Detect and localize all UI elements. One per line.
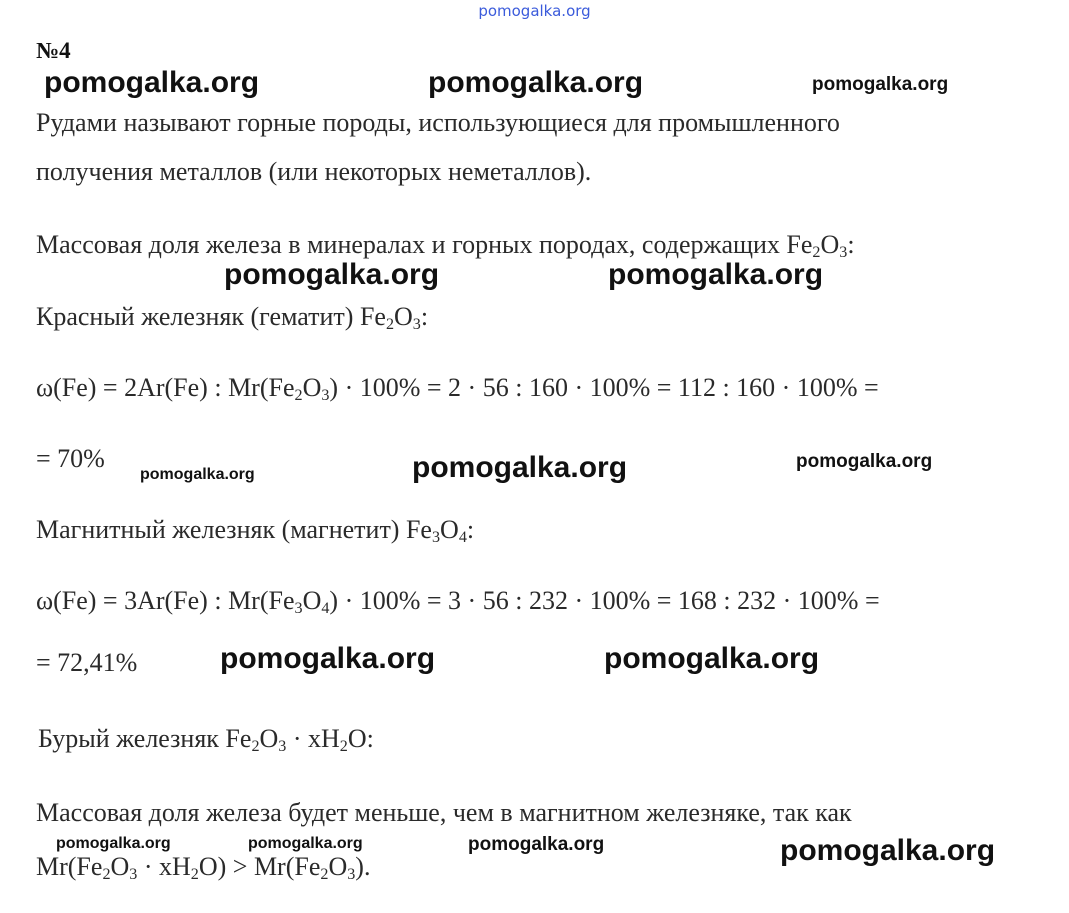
watermark: pomogalka.org	[428, 66, 644, 99]
formula-line: $Mr(Fe_2O_3 \cdot xH_2O) > Mr(Fe_2O_3)$.	[36, 852, 371, 884]
paragraph-line: Массовая доля железа в минералах и горных породах, содержащих $Fe_2O_3$:	[36, 230, 855, 262]
watermark: pomogalka.org	[780, 834, 996, 867]
mineral-heading: Бурый железняк $Fe_2O_3 \cdot xH_2O$:	[38, 724, 374, 756]
watermark: pomogalka.org	[220, 642, 436, 675]
watermark: pomogalka.org	[140, 466, 255, 483]
result-line: = 72,41%	[36, 648, 138, 677]
watermark: pomogalka.org	[796, 451, 933, 472]
paragraph-line: получения металлов (или некоторых неметаллов).	[36, 157, 592, 186]
mineral-heading: Магнитный железняк (магнетит) $Fe_3O_4$:	[36, 515, 475, 547]
result-line: = 70%	[36, 444, 105, 473]
watermark: pomogalka.org	[468, 834, 605, 855]
watermark: pomogalka.org	[224, 258, 440, 291]
formula-line: ω(Fe) = 2Ar(Fe) : $Mr(Fe_2O_3) \cdot 100\% = 2 \cdot 56$ : 160 · 100% = 112 : 160 · 100% =	[36, 373, 879, 405]
watermark: pomogalka.org	[608, 258, 824, 291]
watermark: pomogalka.org	[248, 835, 363, 852]
task-number: №4	[36, 38, 71, 63]
watermark: pomogalka.org	[44, 66, 260, 99]
paragraph-line: Рудами называют горные породы, использующиеся для промышленного	[36, 108, 840, 137]
watermark: pomogalka.org	[604, 642, 820, 675]
watermark: pomogalka.org	[56, 835, 171, 852]
watermark: pomogalka.org	[812, 74, 949, 95]
top-watermark: pomogalka.org	[478, 2, 591, 20]
mineral-heading: Красный железняк (гематит) $Fe_2O_3$:	[36, 302, 429, 334]
paragraph-line: Массовая доля железа будет меньше, чем в магнитном железняке, так как	[36, 798, 852, 827]
formula-line: ω(Fe) = 3Ar(Fe) : $Mr(Fe_3O_4) \cdot 100\% = 3 \cdot 56$ : 232 · 100% = 168 : 232 · 100% =	[36, 586, 880, 618]
watermark: pomogalka.org	[412, 451, 628, 484]
